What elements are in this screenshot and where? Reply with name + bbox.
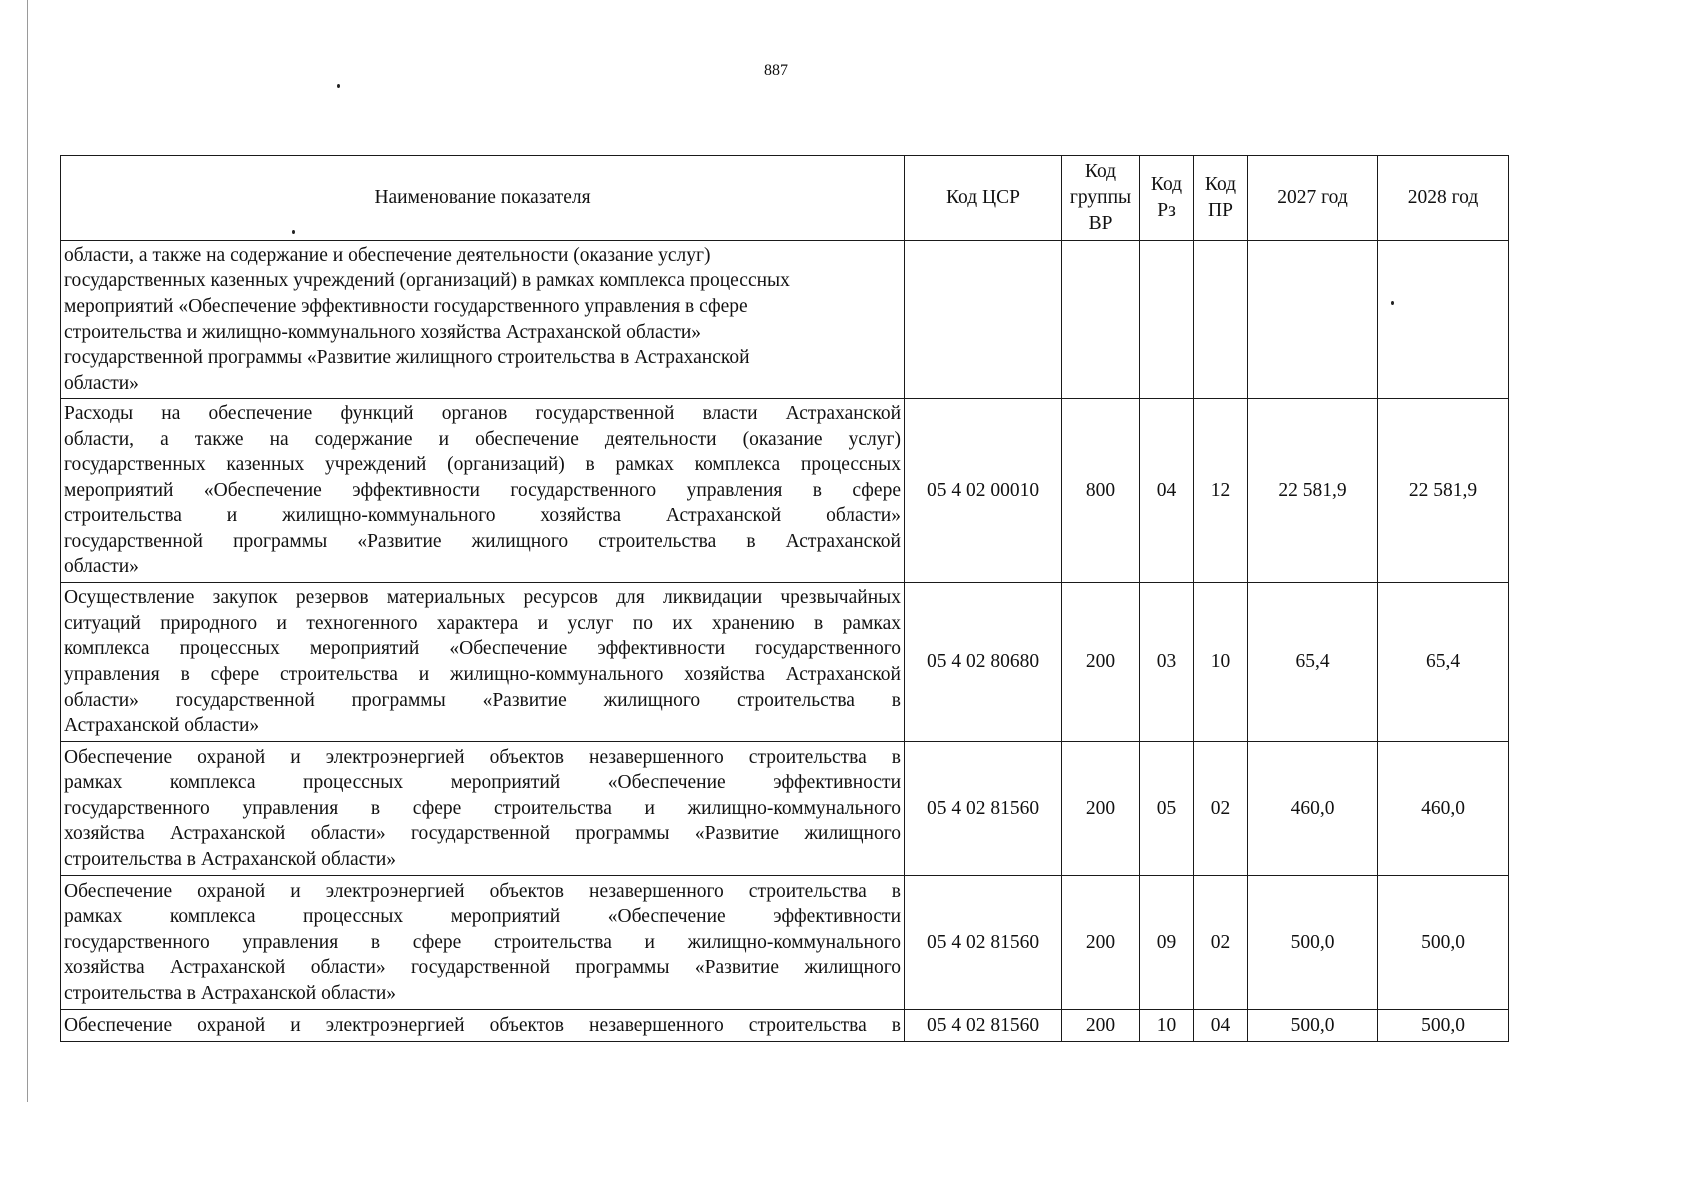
table-row xyxy=(61,876,1509,1010)
pr-code: 04 xyxy=(1194,1010,1248,1042)
rz-code: 05 xyxy=(1140,742,1194,876)
amount-2028 xyxy=(1378,241,1509,399)
name-line: хозяйства Астраханской области» государственной программы «Развитие жилищного xyxy=(64,823,901,845)
name-line: мероприятий «Обеспечение эффективности государственного управления в сфере xyxy=(64,479,901,501)
csr-code: 05 4 02 81560 xyxy=(905,876,1062,1010)
pr-code: 12 xyxy=(1194,399,1248,583)
vr-code: 800 xyxy=(1062,399,1140,583)
name-line: области, а также на содержание и обеспечение деятельности (оказание услуг) xyxy=(64,428,901,450)
amount-2027: 22 581,9 xyxy=(1248,399,1378,583)
pr-code: 10 xyxy=(1194,583,1248,742)
name-line: строительства и жилищно-коммунального хозяйства Астраханской области» xyxy=(64,321,702,343)
header-vr-line: группы xyxy=(1069,187,1132,208)
rz-code: 10 xyxy=(1140,1010,1194,1042)
header-2028: 2028 год xyxy=(1378,156,1509,241)
name-line: строительства в Астраханской области» xyxy=(64,982,397,1004)
scan-speck xyxy=(337,84,340,88)
header-pr-line: Код xyxy=(1204,174,1237,195)
csr-code: 05 4 02 00010 xyxy=(905,399,1062,583)
rz-code xyxy=(1140,241,1194,399)
vr-code: 200 xyxy=(1062,1010,1140,1042)
table-header xyxy=(61,156,1509,241)
page-number: 887 xyxy=(764,62,788,79)
name-line: строительства и жилищно-коммунального хозяйства Астраханской области» xyxy=(64,505,901,527)
pr-code xyxy=(1194,241,1248,399)
name-line: Обеспечение охраной и электроэнергией объектов незавершенного строительства в xyxy=(64,880,901,902)
name-line: ситуаций природного и техногенного характера и услуг по их хранению в рамках xyxy=(64,612,901,634)
header-vr-line: Код xyxy=(1084,161,1117,182)
name-line: строительства в Астраханской области» xyxy=(64,848,397,870)
indicator-name xyxy=(61,742,905,876)
budget-table xyxy=(60,155,1509,1042)
indicator-name xyxy=(61,399,905,583)
amount-2027: 500,0 xyxy=(1248,1010,1378,1042)
table-row xyxy=(61,241,1509,399)
name-line: Осуществление закупок резервов материальных ресурсов для ликвидации чрезвычайных xyxy=(64,587,901,609)
name-line: Обеспечение охраной и электроэнергией объектов незавершенного строительства в xyxy=(64,1014,901,1036)
header-rz-line: Рз xyxy=(1157,200,1176,221)
amount-2027: 460,0 xyxy=(1248,742,1378,876)
amount-2028: 22 581,9 xyxy=(1378,399,1509,583)
name-line: области» xyxy=(64,556,139,578)
rz-code: 04 xyxy=(1140,399,1194,583)
header-pr xyxy=(1194,156,1248,241)
amount-2027 xyxy=(1248,241,1378,399)
rz-code: 09 xyxy=(1140,876,1194,1010)
amount-2027: 65,4 xyxy=(1248,583,1378,742)
csr-code: 05 4 02 80680 xyxy=(905,583,1062,742)
name-line: области» xyxy=(64,372,139,394)
name-line: государственной программы «Развитие жилищного строительства в Астраханской xyxy=(64,530,901,552)
header-rz xyxy=(1140,156,1194,241)
csr-code: 05 4 02 81560 xyxy=(905,1010,1062,1042)
csr-code: 05 4 02 81560 xyxy=(905,742,1062,876)
scan-margin-line xyxy=(27,0,28,1102)
header-2027: 2027 год xyxy=(1248,156,1378,241)
name-line: Обеспечение охраной и электроэнергией объектов незавершенного строительства в xyxy=(64,746,901,768)
vr-code: 200 xyxy=(1062,876,1140,1010)
name-line: рамках комплекса процессных мероприятий «Обеспечение эффективности xyxy=(64,906,901,928)
indicator-name xyxy=(61,583,905,742)
name-line: области» государственной программы «Развитие жилищного строительства в xyxy=(64,689,901,711)
name-line: Расходы на обеспечение функций органов государственной власти Астраханской xyxy=(64,402,901,424)
name-line: государственной программы «Развитие жилищного строительства в Астраханской xyxy=(64,347,750,369)
table-row xyxy=(61,583,1509,742)
header-vr xyxy=(1062,156,1140,241)
header-csr: Код ЦСР xyxy=(905,156,1062,241)
amount-2028: 65,4 xyxy=(1378,583,1509,742)
name-line: комплекса процессных мероприятий «Обеспечение эффективности государственного xyxy=(64,638,901,660)
name-line: государственного управления в сфере строительства и жилищно-коммунального xyxy=(64,797,901,819)
table-row xyxy=(61,399,1509,583)
name-line: хозяйства Астраханской области» государственной программы «Развитие жилищного xyxy=(64,957,901,979)
header-rz-line: Код xyxy=(1150,174,1183,195)
amount-2027: 500,0 xyxy=(1248,876,1378,1010)
amount-2028: 500,0 xyxy=(1378,1010,1509,1042)
vr-code: 200 xyxy=(1062,583,1140,742)
vr-code: 200 xyxy=(1062,742,1140,876)
name-line: государственного управления в сфере строительства и жилищно-коммунального xyxy=(64,931,901,953)
pr-code: 02 xyxy=(1194,742,1248,876)
name-line: мероприятий «Обеспечение эффективности государственного управления в сфере xyxy=(64,295,748,317)
indicator-name xyxy=(61,1010,905,1042)
vr-code xyxy=(1062,241,1140,399)
pr-code: 02 xyxy=(1194,876,1248,1010)
header-name: Наименование показателя xyxy=(61,156,905,241)
indicator-name xyxy=(61,876,905,1010)
name-line: области, а также на содержание и обеспечение деятельности (оказание услуг) xyxy=(64,244,711,266)
table-row xyxy=(61,1010,1509,1042)
rz-code: 03 xyxy=(1140,583,1194,742)
name-line: государственных казенных учреждений (организаций) в рамках комплекса процессных xyxy=(64,270,790,292)
csr-code xyxy=(905,241,1062,399)
name-line: государственных казенных учреждений (организаций) в рамках комплекса процессных xyxy=(64,454,901,476)
table-body xyxy=(61,241,1509,1042)
name-line: Астраханской области» xyxy=(64,715,260,737)
name-line: рамках комплекса процессных мероприятий «Обеспечение эффективности xyxy=(64,772,901,794)
table-row xyxy=(61,742,1509,876)
header-vr-line: ВР xyxy=(1088,213,1113,234)
header-pr-line: ПР xyxy=(1208,200,1233,221)
amount-2028: 500,0 xyxy=(1378,876,1509,1010)
name-line: управления в сфере строительства и жилищно-коммунального хозяйства Астраханской xyxy=(64,664,901,685)
amount-2028: 460,0 xyxy=(1378,742,1509,876)
indicator-name xyxy=(61,241,905,399)
